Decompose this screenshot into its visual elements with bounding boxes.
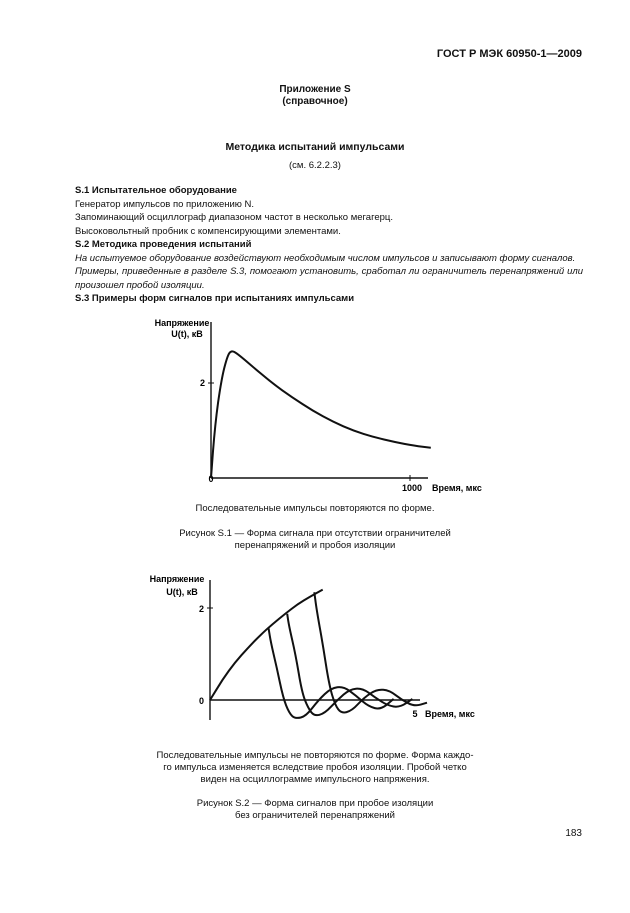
fig2-ytick-label-0: 0: [198, 696, 204, 706]
fig2-ylabel-line1: Напряжение: [149, 574, 205, 584]
fig2-series-envelope: [210, 590, 323, 700]
section-title: Методика испытаний импульсами: [225, 141, 405, 153]
s1-line-2: Запоминающий осциллограф диапазоном частот в несколько мегагерц.: [75, 212, 393, 223]
fig2-note-line2: го импульса изменяется вследствие пробоя изоляции. Пробой четко: [163, 762, 467, 773]
fig1-ylabel-line1: Напряжение: [154, 318, 210, 328]
s3-heading: S.3 Примеры форм сигналов при испытаниях импульсами: [75, 293, 355, 304]
standard-number: ГОСТ Р МЭК 60950-1—2009: [436, 48, 582, 60]
s2-paragraph-1: На испытуемое оборудование воздействуют необходимым числом импульсов и записывают форму сигналов.: [75, 252, 576, 264]
fig2-ylabel-line2: U(t), кВ: [166, 587, 198, 597]
fig1-origin-label: 0: [208, 474, 214, 484]
figure-s1-note: Последовательные импульсы повторяются по форме.: [195, 503, 435, 514]
fig2-xtick-label-5: 5: [412, 709, 418, 719]
fig2-caption-line2: без ограничителей перенапряжений: [234, 810, 395, 821]
fig2-xlabel: Время, мкс: [425, 709, 475, 719]
s2-heading: S.2 Методика проведения испытаний: [75, 239, 252, 250]
fig2-ytick-label-2: 2: [198, 604, 204, 614]
fig1-ylabel-line2: U(t), кВ: [171, 329, 203, 339]
s2-paragraph-2: Примеры, приведенные в разделе S.3, помогают установить, сработал ли ограничитель перенапряжений или произошел пробой изоляции.: [75, 266, 583, 291]
fig2-note-line3: виден на осциллограмме импульсного напряжения.: [200, 774, 430, 785]
s1-heading: S.1 Испытательное оборудование: [75, 185, 237, 196]
figure-s2-caption: [0, 798, 630, 822]
fig1-xtick-label-1000: 1000: [401, 483, 423, 493]
s1-line-3: Высоковольтный пробник с компенсирующими элементами.: [75, 225, 341, 237]
fig1-xlabel: Время, мкс: [432, 483, 482, 493]
figure-s2-note: [0, 750, 630, 786]
fig2-series-breakdown-1: [268, 627, 393, 718]
fig2-note-line1: Последовательные импульсы не повторяются по форме. Форма каждо-: [156, 750, 474, 761]
fig1-caption-line2: перенапряжений и пробоя изоляции: [234, 540, 396, 551]
s1-line-1: Генератор импульсов по приложению N.: [75, 198, 255, 210]
appendix-subtitle: (справочное): [282, 96, 348, 107]
fig1-ytick-label-2: 2: [199, 378, 205, 388]
fig2-caption-line1: Рисунок S.2 — Форма сигналов при пробое изоляции: [196, 798, 434, 809]
appendix-title: Приложение S: [279, 84, 351, 95]
page-number: 183: [565, 828, 582, 839]
section-reference: (см. 6.2.2.3): [289, 160, 341, 171]
fig2-series-breakdown-3: [314, 592, 427, 712]
fig1-caption-line1: Рисунок S.1 — Форма сигнала при отсутствии ограничителей: [179, 528, 451, 539]
